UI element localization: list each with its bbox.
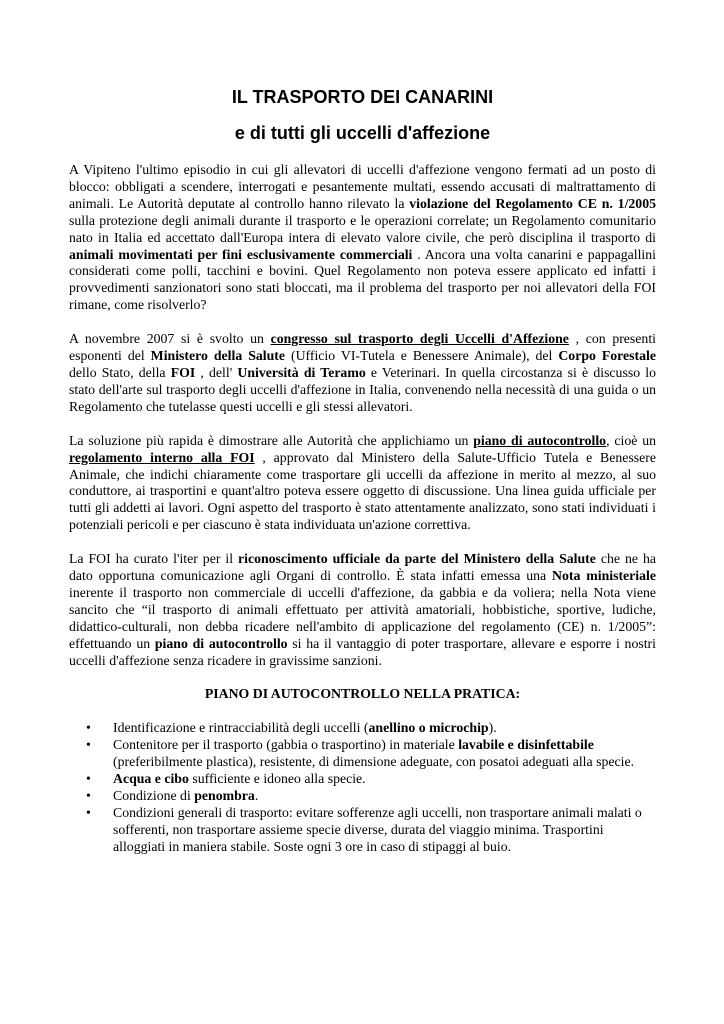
- bold-text: Università di Teramo: [237, 364, 366, 380]
- text-run: che ne ha dato opportuna comunicazione agli Organi di controllo. È stata infatti emessa una: [69, 551, 656, 584]
- text-run: ).: [488, 720, 497, 736]
- text-run: (Ufficio VI-Tutela e Benessere Animale), del: [285, 348, 559, 364]
- text-run: .: [254, 788, 259, 803]
- text-run: Identificazione e rintracciabilità degli uccelli (: [113, 720, 369, 736]
- text-run: e Veterinari. In quella circostanza si è discusso lo stato dell'arte sul trasporto degli uccelli d'affezione in Italia, convenendo nella necessità di una guida o un Regolamento che tutelasse questi uccelli e gli stessi allevatori.: [69, 364, 656, 414]
- bold-text: anellino o microchip: [368, 720, 489, 736]
- section-heading: PIANO DI AUTOCONTROLLO NELLA PRATICA:: [204, 686, 521, 702]
- bold-text: FOI: [170, 364, 196, 380]
- list-item: [69, 737, 656, 771]
- text-run: , con presenti esponenti del: [69, 331, 656, 364]
- text-run: , cioè un: [606, 432, 657, 448]
- text-run: , dell': [195, 364, 238, 380]
- text-run: La FOI ha curato l'iter per il: [69, 551, 238, 567]
- paragraph-congress: [69, 331, 656, 416]
- bold-text: Ministero della Salute: [150, 348, 285, 364]
- bold-text: piano di autocontrollo: [154, 635, 288, 651]
- text-run: sufficiente e idoneo alla specie.: [188, 771, 366, 787]
- text-run: A Vipiteno l'ultimo episodio in cui gli allevatori di uccelli d'affezione vengono fermati ad un posto di blocco: obbligati a scendere, interrogati e pesantemente multati, essendo accusati di maltrattamento di animali. Le Autorità deputate al controllo hanno rilevato la: [69, 162, 656, 211]
- bold-underlined-text: piano di autocontrollo: [473, 432, 607, 448]
- paragraph-recognition: [69, 551, 656, 669]
- text-run: A novembre 2007 si è svolto un: [69, 331, 271, 347]
- bold-text: Acqua e cibo: [113, 771, 189, 787]
- bold-text: violazione del Regolamento CE n. 1/2005: [409, 195, 657, 211]
- document-page: [69, 86, 656, 856]
- bullet-list: [69, 720, 656, 855]
- list-item: [69, 720, 656, 737]
- text-run: Condizioni generali di trasporto: evitare sofferenze agli uccelli, non trasportare animali malati o sofferenti, non trasportare assieme specie diverse, durata del viaggio minima. Trasportini alloggiati in maniera stabile. Soste ogni 3 ore in caso di stipaggi al buio.: [113, 804, 642, 854]
- bullet-icon: •: [86, 720, 91, 736]
- paragraph-intro: [69, 162, 656, 314]
- bullet-icon: •: [86, 804, 91, 820]
- bold-text: riconoscimento ufficiale da parte del Ministero della Salute: [238, 551, 596, 567]
- bold-text: penombra: [194, 788, 255, 803]
- text-run: si ha il vantaggio di poter trasportare, allevare e esporre i nostri uccelli d'affezione senza ricadere in gravissime sanzioni.: [69, 635, 656, 668]
- text-run: Contenitore per il trasporto (gabbia o trasportino) in materiale: [113, 737, 459, 753]
- bold-text: lavabile e disinfettabile: [458, 737, 594, 753]
- text-run: inerente il trasporto non commerciale di uccelli d'affezione, da gabbia e da voliera; nella Nota viene sancito che “il trasporto di animali effettuato per attività amatoriali, hobbistiche, sportive, ludiche, didattico-culturali, non debba ricadere nell'ambito di applicazione del regolamento (CE) n. 1/2005”: effettuando un: [69, 584, 656, 651]
- text-run: Condizione di: [113, 788, 195, 803]
- bold-text: animali movimentati per fini esclusivamente commerciali: [69, 246, 413, 262]
- list-item: [69, 805, 656, 856]
- text-run: , approvato dal Ministero della Salute-Ufficio Tutela e Benessere Animale, che indichi chiaramente come trasportare gli uccelli da affezione in merito al mezzo, al suo conduttore, ai trasportini e quant'altro poteva essere oggetto di discussione. Una linea guida ufficiale per tutti gli addetti ai lavori. Ogni aspetto del trasporto è stato attentamente analizzato, sono stati individuati i potenziali pericoli e per ciascuno è stata individuata un'azione correttiva.: [69, 449, 656, 533]
- text-run: La soluzione più rapida è dimostrare alle Autorità che applichiamo un: [69, 432, 474, 448]
- bullet-icon: •: [86, 788, 91, 803]
- bullet-icon: •: [86, 771, 91, 787]
- text-run: . Ancora una volta canarini e pappagallini considerati come polli, tacchini e bovini. Quel Regolamento non poteva essere applicato ed infatti i provvedimenti sanzionatori sono stati bloccati, ma il problema del trasporto per noi allevatori della FOI rimane, come risolverlo?: [69, 246, 656, 313]
- document-subtitle: e di tutti gli uccelli d'affezione: [234, 123, 491, 143]
- bullet-icon: •: [86, 737, 91, 753]
- document-title: IL TRASPORTO DEI CANARINI: [231, 87, 494, 107]
- paragraph-solution: [69, 433, 656, 534]
- text-run: (preferibilmente plastica), resistente, di dimensione adeguate, con posatoi adeguati alla specie.: [113, 754, 635, 770]
- bold-text: Corpo Forestale: [558, 348, 656, 364]
- list-item: [69, 771, 656, 788]
- bold-underlined-text: congresso sul trasporto degli Uccelli d'Affezione: [270, 331, 569, 347]
- text-run: sulla protezione degli animali durante il trasporto e le operazioni correlate; un Regolamento comunitario nato in Italia ed accettato dall'Europa intera di elevato valore civile, che però disciplina il trasporto di: [69, 212, 656, 245]
- bold-underlined-text: regolamento interno alla FOI: [69, 449, 255, 465]
- list-item: [69, 788, 656, 805]
- text-run: dello Stato, della: [69, 364, 171, 380]
- bold-text: Nota ministeriale: [552, 568, 656, 584]
